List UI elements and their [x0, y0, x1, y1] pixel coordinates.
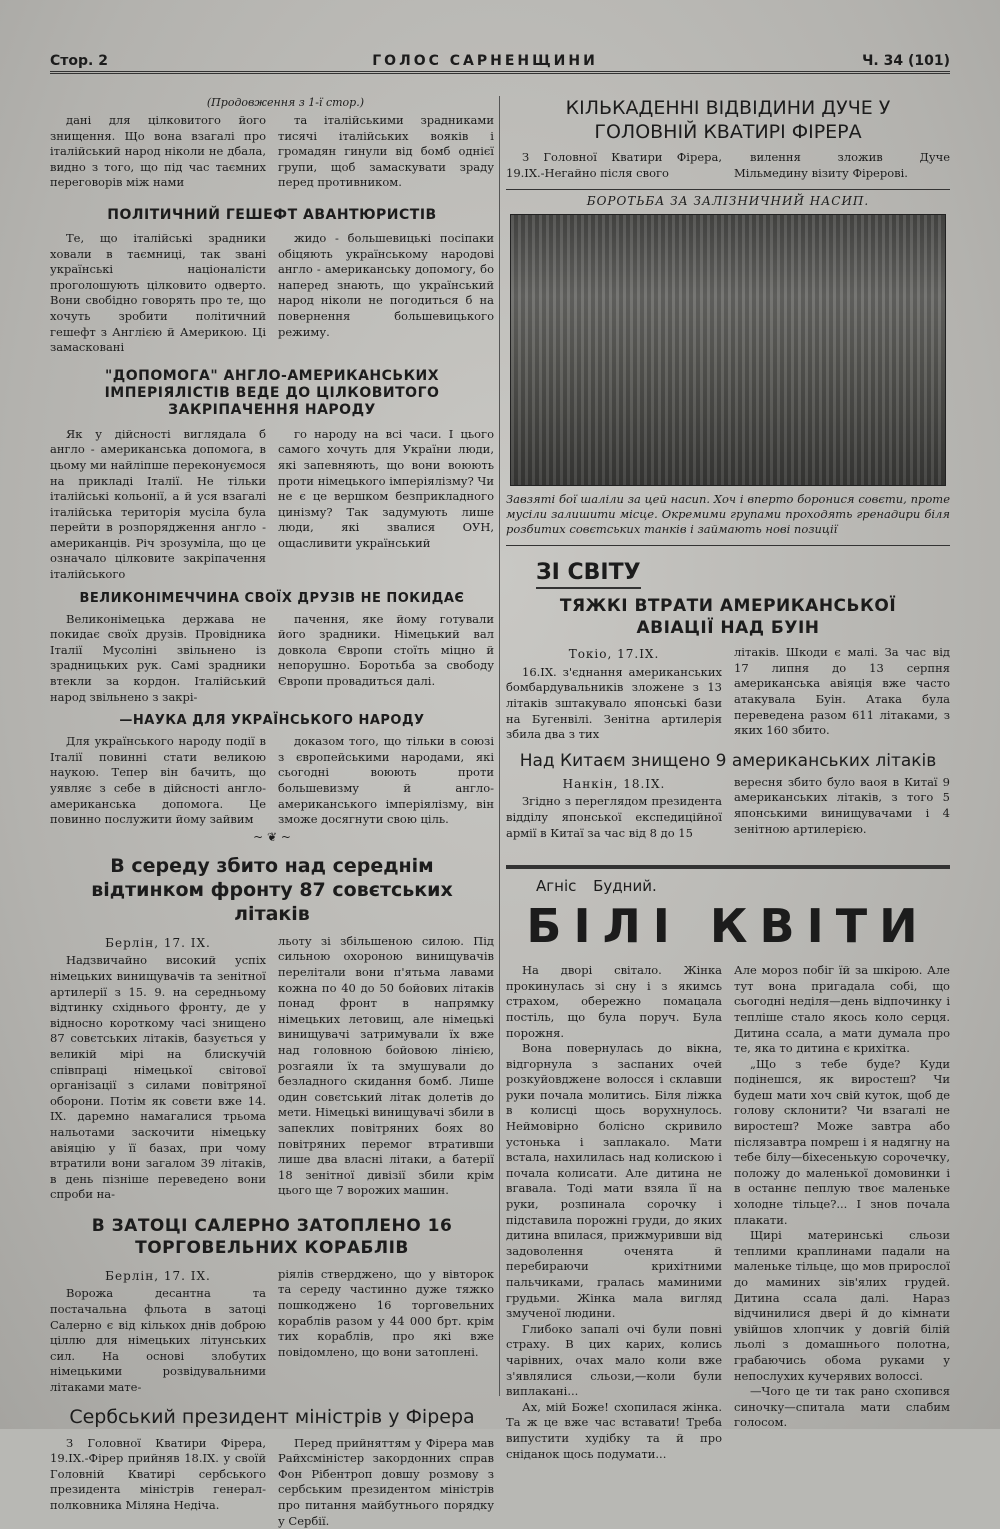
story-paragraph: На дворі світало. Жінка прокинулась зі сну і з якимсь страхом, обережно помацала постіль, що була поруч. Була порожня. [506, 963, 722, 1040]
battle-photo [510, 214, 946, 486]
salerno-left: Ворожа десантна та постачальна фльота в затоці Салерно є від кількох днів доброю ціллю для німецьких літунських сил. На основі злобутих німецькими розвідувальними літаками мате- [50, 1286, 266, 1395]
photo-bottom-rule [506, 545, 950, 546]
issue-number: Ч. 34 (101) [862, 52, 950, 69]
gesheft-heading: ПОЛІТИЧНИЙ ГЕШЕФТ АВАНТЮРИСТІВ [107, 206, 437, 223]
nauka-right: доказом того, що тільки в союзі з європейськими народами, які сьогодні воюють проти большевизму й англо-американського імперіялізму, він зможе досягнути свою ціль. [278, 734, 494, 827]
left-column [50, 96, 494, 1528]
continuation-note: (Продовження з 1-ї стор.) [206, 96, 364, 109]
story-title: БІЛІ КВІТИ [526, 899, 930, 954]
salerno-dateline: Берлін, 17. IX. [105, 1268, 211, 1283]
masthead [50, 50, 950, 74]
gesheft-left: Те, що італійські зрадники ховали в таємниці, так звані українські націоналісти проголошують цілковито одверто. Вони свобідно говорять про те, що хочуть зробити політичний гешефт з Англією й Америкою. Ці замасковані [50, 230, 266, 355]
photo-top-rule [506, 189, 950, 190]
china-right: вересня збито було ваоя в Китаї 9 американських літаків, з того 5 японськими винищувачами і 4 зенітною артилерією. [734, 774, 950, 836]
story-body [506, 963, 950, 1462]
page-number: Стор. 2 [50, 52, 108, 69]
story-top-rule [506, 865, 950, 869]
story-paragraph: Вона повернулась до вікна, відгорнула з заспаних очей розкуйовджене волосся і склавши руки почала молитись. Біля ліжка в колисці щось ворухнулось. Неймовірно болісно скривило устонька і заплакало. Мати встала, нахилилась над колискою і почала колисати. Але дитина не вгавала. Тоді мати взяла її на руки, розпинала сорочку і підставила порожні груди, до яких дитина впилася, прижмуривши від задоволення оченята й перебираючи крихітними пальчиками, гралась маминими грудьми. Жінка мала вигляд змученої людини. [506, 1041, 722, 1321]
serb-heading: Сербський президент міністрів у Фірера [69, 1405, 475, 1428]
duce-body [506, 150, 950, 181]
salerno-right: ріялів стверджено, що у вівторок та середу частинно дуже тяжко пошкоджено 16 торговельних кораблів разом у 44 000 брт. крім тих кораблів, про які вже повідомлено, що вони затоплені. [278, 1266, 494, 1359]
duce-left: З Головної Кватири Фірера, 19.IX.-Негайно після свого [506, 150, 722, 180]
velykonimechchyna-right: пачення, яке йому готували його зрадники. Німецький вал довкола Європи стоїть міцно й непорушно. Боротьба за свободу Європи провадиться далі. [278, 611, 494, 689]
story-paragraph: —Чого це ти так рано схопився синочку—спитала мати слабим голосом. [734, 1384, 950, 1430]
sereda-right: льоту зі збільшеною силою. Під сильною охороною винищувачів перелітали вони п'ятьма лавами кожна по 40 до 50 бойових літаків понад фронт в напрямку німецьких летовищ, але німецькі винищувачі затримували їх вже над головною бойовою лінією, розгаяли їх та змушували до безладного скидання бомб. Лише один совєтський літак долетів до мети. Німецькі винищувачі збили в запеклих повітряних боях 80 повітряних перемог втративши лише два власні літаки, а батерії 18 зенітної дивізії збили крім цього ще 7 ворожих машин. [278, 933, 494, 1198]
world-heading: ТЯЖКІ ВТРАТИ АМЕРИКАНСЬКОЇ АВІАЦІЇ НАД БУІН [559, 596, 897, 639]
newspaper-title: ГОЛОС САРНЕНЩИНИ [372, 52, 598, 69]
serb-body [50, 1436, 494, 1529]
duce-right: вилення зложив Дуче Мільмедину візиту Фірерові. [734, 150, 950, 180]
dopomoga-body [50, 427, 494, 583]
story-paragraph: Глибоко запалі очі були повні страху. В цих карих, колись чарівних, очах мало коли вже з'являлися сльози,—коли були виплакані... [506, 1321, 722, 1399]
salerno-body [50, 1267, 494, 1396]
sereda-left: Надзвичайно високий успіх німецьких винищувачів та зенітної артилерії з 15. 9. на середньому відтинку східнього фронту, де у відносно короткому часі знищено 87 совєтських літаків, базується у великій мірі на блискучій співпраці німецької світової організації з силами повітряної оборони. Потім як совєти вже 14. IX. даремно намагалися трьома нальотами заскочити німецьку авіяцію у її базах, при чому втратили вони загалом 39 літаків, в день пізніше переведено вони спроби на- [50, 953, 266, 1202]
serb-right: Перед прийняттям у Фірера мав Райхсміністер закордонних справ Фон Рібентроп довшу розмову з сербським президентом міністрів про питання майбутнього порядку у Сербії. [278, 1435, 494, 1528]
world-dateline: Токіо, 17.IX. [568, 647, 660, 662]
sereda-body [50, 934, 494, 1203]
velykonimechchyna-heading: ВЕЛИКОНІМЕЧЧИНА СВОЇХ ДРУЗІВ НЕ ПОКИДАЄ [79, 590, 465, 606]
photo-caption: Завзяті бої шаліли за цей насип. Хоч і вперто боронися совєти, проте мусіли залишити місце. Окремими групами проходять гренадири біля розбитих совєтських танків і займають нові позиції [506, 492, 950, 537]
dopomoga-heading: "ДОПОМОГА" АНГЛО-АМЕРИКАНСЬКИХ ІМПЕРІЯЛІСТІВ ВЕДЕ ДО ЦІЛКОВИТОГО ЗАКРІПАЧЕННЯ НАРОДУ [104, 367, 440, 418]
story-left-column [506, 963, 722, 1462]
continuation-body [50, 113, 494, 191]
ornament-divider: ~ ❦ ~ [253, 829, 291, 844]
right-column [506, 96, 950, 1461]
story-paragraph: Щирі материнські сльози теплими краплинами падали на маленьке тільце, що мов прирослої до маминих зів'ялих грудей. Дитина ссала далі. Нараз відчинилися двері й до кімнати увійшов хлопчик у довгій білій льолі з домашнього полотна, грабаючись обома руками у непослухих кучерявих волоссі. [734, 1228, 950, 1383]
nauka-heading: —НАУКА ДЛЯ УКРАЇНСЬКОГО НАРОДУ [119, 713, 425, 729]
story-paragraph: „Що з тебе буде? Куди подінешся, як виростеш? Чи будеш мати хоч свій куток, щоб де голову склонити? Чи взагалі не виростеш? Може завтра або післязавтра помреш і я надягну на тебе білу—біхесенькую сорочечку, положу до маленької домовинки і в останнє пеплую твоє маленьке холодне тільце?... І знов почала плакати. [734, 1056, 950, 1227]
nauka-body [50, 734, 494, 828]
china-body [506, 775, 950, 841]
velykonimechchyna-left: Великонімецька держава не покидає своїх друзів. Провідника Італії Мусоліні звільнено із зрадницьких рук. Самі зрадники втекли за кордон. Італійський народ звільнено з закрі- [50, 611, 266, 704]
column-divider [499, 96, 500, 1396]
duce-heading: КІЛЬКАДЕННІ ВІДВІДИНИ ДУЧЕ У ГОЛОВНІЙ КВАТИРІ ФІРЕРА [565, 97, 891, 143]
continuation-left: дані для цілковитого його знищення. Що вона взагалі про італійський народ ніколи не дбала, видно з того, що під час таємних переговорів між нами [50, 113, 266, 190]
story-paragraph: Ах, мій Боже! схопилася жінка. Та ж це вже час вставати! Треба випустити худібку та й про сніданок щось подумати... [506, 1399, 722, 1461]
dopomoga-left: Як у дійсності виглядала б англо - американська допомога, в цьому ми найліпше переконуємося на прикладі Італії. Не тільки італійські кольонії, а й уся взагалі італійська територія мусіла була перейти в розпорядження англо - американців. Річ зрозуміла, що це означало цілковите закріпачення італійського [50, 426, 266, 582]
world-left: 16.IX. з'єднання американських бомбардувальників зложене з 13 літаків зштакувало японські бази на Бугенвілі. Зенітна артилерія збила два з тих [506, 664, 722, 742]
velykonimechchyna-body [50, 612, 494, 706]
china-dateline: Нанкін, 18.IX. [562, 776, 666, 791]
story-author: Агніс Будний. [536, 877, 657, 896]
china-heading: Над Китаєм знищено 9 американських літаків [519, 750, 937, 771]
salerno-heading: В ЗАТОЦІ САЛЕРНО ЗАТОПЛЕНО 16 ТОРГОВЕЛЬНИХ КОРАБЛІВ [91, 1215, 453, 1258]
sereda-dateline: Берлін, 17. IX. [105, 935, 211, 950]
gesheft-body [50, 231, 494, 356]
dopomoga-right: го народу на всі часи. І цього самого хочуть для України люди, які запевняють, що вони воюють проти німецького імперіялізму? Чи не є це вершком безприкладного цинізму? Так задумують лише люди, які звалися ОУН, ощасливити український [278, 426, 494, 550]
china-left: Згідно з переглядом президента відділу японської експедиційної армії в Китаї за час від 8 до 15 [506, 794, 722, 840]
nauka-left: Для українського народу події в Італії повинні стати великою наукою. Тепер він бачить, що уявляє з себе в дійсності англо-американська допомога. Це повинно послужити йому зайвим [50, 734, 266, 827]
sereda-heading: В середу збито над середнім відтинком фронту 87 совєтських літаків [91, 854, 453, 925]
story-paragraph: Але мороз побіг їй за шкірою. Але тут вона пригадала собі, що сьогодні неділя—день відпочинку і тепліше стало якось коло серця. Дитина ссала, а мати думала про те, яка то дитина є крихітка. [734, 963, 950, 1056]
world-rubric: ЗІ СВІТУ [536, 560, 641, 589]
serb-left: З Головної Кватири Фірера, 19.IX.-Фірер прийняв 18.IX. у своїй Головній Кватирі сербського президента міністрів генерал-полковника Міляна Недіча. [50, 1435, 266, 1512]
story-right-column [734, 963, 950, 1462]
photo-heading: БОРОТЬБА ЗА ЗАЛІЗНИЧНИЙ НАСИП. [586, 194, 870, 209]
world-body [506, 645, 950, 743]
gesheft-right: жидо - большевицькі посіпаки обіцяють українському народові англо - американську допомогу, бо наперед знають, що український народ ніколи не погодиться б на повернення большевицького режиму. [278, 230, 494, 339]
world-right: літаків. Шкоди є малі. За час від 17 липня до 13 серпня американська авіяція вже часто атакувала Буін. Атака була переведена разом 611 літаками, з яких 160 збито. [734, 645, 950, 738]
continuation-right: та італійськими зрадниками тисячі італійських вояків і громадян гинули від бомб однієї групи, щоб замаскувати зраду перед противником. [278, 113, 494, 190]
